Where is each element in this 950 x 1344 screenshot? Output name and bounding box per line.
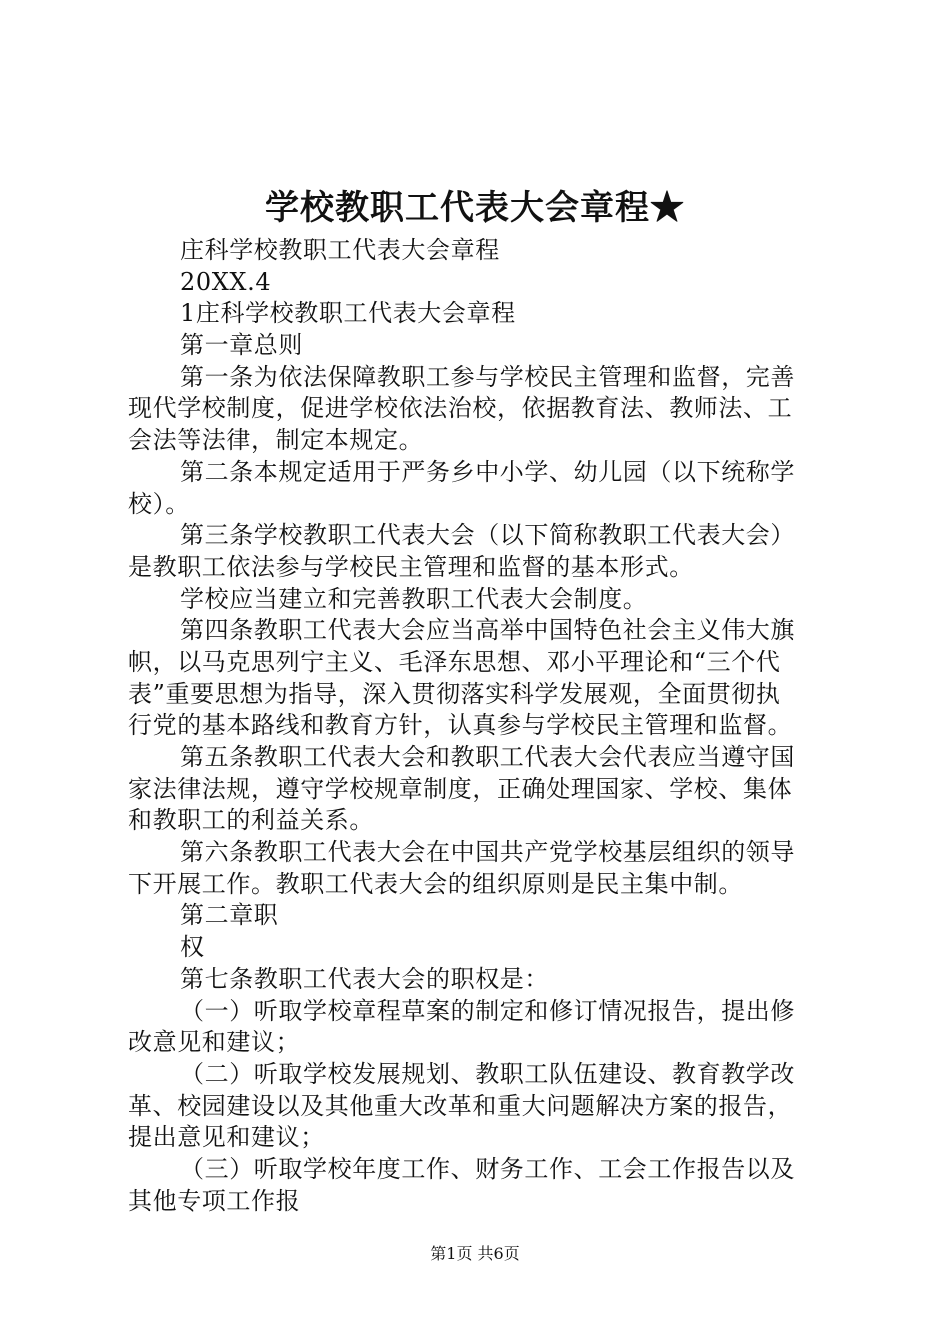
document-title: 学校教职工代表大会章程★ xyxy=(265,188,685,228)
body-line: （一）听取学校章程草案的制定和修订情况报告，提出修 xyxy=(180,996,795,1025)
body-line: 第四条教职工代表大会应当高举中国特色社会主义伟大旗 xyxy=(180,616,795,645)
chapter-heading: 第一章总则 xyxy=(180,331,303,360)
document-body xyxy=(128,235,830,1217)
body-line: 表”重要思想为指导，深入贯彻落实科学发展观，全面贯彻执 xyxy=(128,679,781,708)
body-line: 第一条为依法保障教职工参与学校民主管理和监督，完善 xyxy=(180,362,795,391)
body-line: 学校应当建立和完善教职工代表大会制度。 xyxy=(180,584,648,613)
body-line: 1庄科学校教职工代表大会章程 xyxy=(180,299,516,328)
body-line: 现代学校制度，促进学校依法治校，依据教育法、教师法、工 xyxy=(128,394,793,423)
chapter-heading: 权 xyxy=(180,933,205,962)
page-number-footer: 第1页 共6页 xyxy=(430,1244,520,1263)
body-line: 第七条教职工代表大会的职权是： xyxy=(180,964,549,993)
body-line: 提出意见和建议； xyxy=(128,1123,325,1152)
body-line: 校）。 xyxy=(128,489,190,518)
body-line: （三）听取学校年度工作、财务工作、工会工作报告以及 xyxy=(180,1154,795,1183)
body-line: 第六条教职工代表大会在中国共产党学校基层组织的领导 xyxy=(180,838,795,867)
body-line: 下开展工作。教职工代表大会的组织原则是民主集中制。 xyxy=(128,869,743,898)
body-line: 和教职工的利益关系。 xyxy=(128,806,374,835)
body-line: 改意见和建议； xyxy=(128,1028,301,1057)
body-line: 家法律法规，遵守学校规章制度，正确处理国家、学校、集体 xyxy=(128,774,793,803)
body-line: 第五条教职工代表大会和教职工代表大会代表应当遵守国 xyxy=(180,743,795,771)
body-line: 是教职工依法参与学校民主管理和监督的基本形式。 xyxy=(128,552,694,581)
chapter-heading: 第二章职 xyxy=(180,901,279,930)
body-line: 帜，以马克思列宁主义、毛泽东思想、邓小平理论和“三个代 xyxy=(128,647,781,676)
body-line: 庄科学校教职工代表大会章程 xyxy=(180,236,500,264)
body-line: 革、校园建设以及其他重大改革和重大问题解决方案的报告， xyxy=(128,1091,793,1120)
body-line: 其他专项工作报 xyxy=(128,1186,301,1215)
body-line: 第二条本规定适用于严务乡中小学、幼儿园（以下统称学 xyxy=(180,457,795,486)
body-line: （二）听取学校发展规划、教职工队伍建设、教育教学改 xyxy=(180,1059,795,1088)
body-line: 会法等法律，制定本规定。 xyxy=(128,426,424,455)
body-line: 20XX.4 xyxy=(180,267,272,296)
body-line: 行党的基本路线和教育方针，认真参与学校民主管理和监督。 xyxy=(128,711,793,740)
body-line: 第三条学校教职工代表大会（以下简称教职工代表大会） xyxy=(180,521,795,550)
